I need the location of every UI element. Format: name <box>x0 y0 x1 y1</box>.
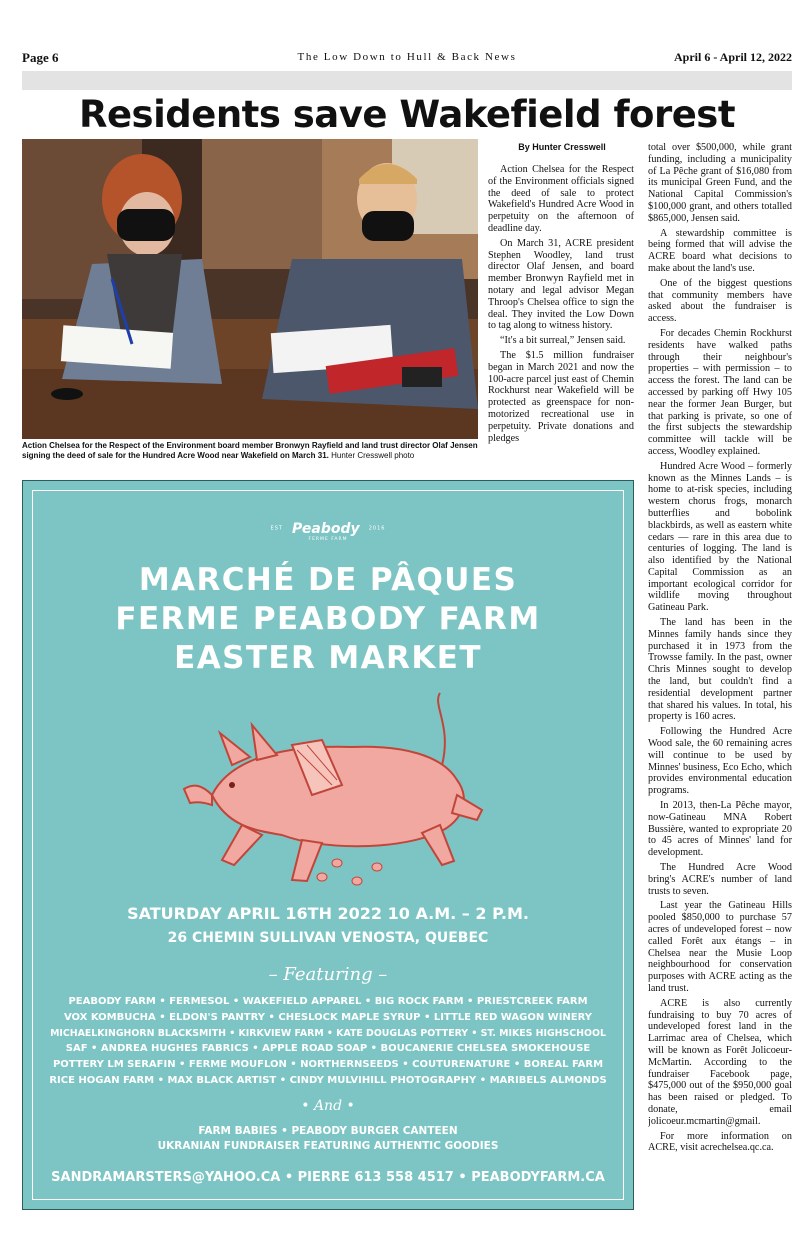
photo-illustration <box>22 139 478 439</box>
paragraph: A stewardship committee is being formed that will advise the ACRE board what decisions to make about the land's use. <box>648 227 792 274</box>
featuring-heading: – Featuring – <box>268 964 388 985</box>
vendor-line: POTTERY LM SERAFIN • FERME MOUFLON • NORTHERNSEEDS • COUTURENATURE • BOREAL FARM <box>52 1059 604 1071</box>
vendor-line: PEABODY FARM • FERMESOL • WAKEFIELD APPAREL • BIG ROCK FARM • PRIESTCREEK FARM <box>68 996 588 1007</box>
page-number: Page 6 <box>22 50 59 65</box>
caption-text: Action Chelsea for the Respect of the Environment board member Bronwyn Rayfield and land trust director Olaf Jensen signing the deed of sale for the Hundred Acre Wood near Wakefield on March 31. <box>22 441 478 460</box>
article-headline: Residents save Wakefield forest <box>78 93 736 136</box>
vendor-list <box>32 994 624 1089</box>
paragraph: The $1.5 million fundraiser began in March 2021 and now the 100-acre parcel just east of Chemin Rockhurst near Wakefield will be protected as greenspace for non-motorized recreational use in perpetuity. Private donations and pledges <box>488 349 634 444</box>
logo-est: EST <box>270 525 283 532</box>
paragraph: Action Chelsea for the Respect of the Environment officials signed the deed of sale to protect Wakefield's Hundred Acre Wood in perpetuity on the afternoon of deadline day. <box>488 164 634 234</box>
paragraph: On March 31, ACRE president Stephen Woodley, land trust director Olaf Jensen, and board member Bronwyn Rayfield met in notary and legal advisor Megan Throop's Chelsea office to sign the deal. They invited the Low Down to tag along to witness history. <box>488 237 634 332</box>
byline: By Hunter Cresswell <box>518 142 606 152</box>
vendor-line: VOX KOMBUCHA • ELDON'S PANTRY • CHESLOCK MAPLE SYRUP • LITTLE RED WAGON WINERY <box>63 1011 593 1023</box>
extra-line: FARM BABIES • PEABODY BURGER CANTEEN <box>198 1125 458 1137</box>
ad-logo <box>22 518 634 537</box>
paragraph: ACRE is also currently fundraising to buy 70 acres of undeveloped forest land in the Larrimac area of Chelsea, which will be known as Forêt Jolicoeur-McMartin. According to the fundraiser Facebook page, $475,000 out of the $950,000 goal has been raised or pledged. To donate, email jolicoeur.mcmartin@gmail. <box>648 997 792 1127</box>
paragraph: “It's a bit surreal,” Jensen said. <box>500 335 626 347</box>
vendor-line: MICHAELKINGHORN BLACKSMITH • KIRKVIEW FARM • KATE DOUGLAS POTTERY • ST. MIKES HIGHSCHOOL <box>50 1027 606 1039</box>
publication-name: The Low Down to Hull & Back News <box>297 51 517 63</box>
ad-title-french: MARCHÉ DE PÂQUES <box>138 562 518 598</box>
paragraph: Following the Hundred Acre Wood sale, the 60 remaining acres will continue to be used by Minnes' business, Eco Echo, which provides environmental education programs. <box>648 726 792 797</box>
caption-credit: Hunter Cresswell photo <box>331 451 415 460</box>
article-column-1 <box>488 164 634 476</box>
ad-title-farm: FERME PEABODY FARM <box>115 601 541 637</box>
paragraph: Hundred Acre Wood – formerly known as the Minnes Lands – is home to at-risk species, including western chorus frogs, monarch butterflies and bobolink blackbirds, as well as eastern white cedars — rare in this area due to centuries of logging. The land is also identified by the National Capital Commission as an important ecological corridor for wildlife moving throughout Gatineau Park. <box>648 460 792 614</box>
logo-year: 2016 <box>368 525 386 532</box>
paragraph: In 2013, then-La Pêche mayor, now-Gatineau MNA Robert Bussière, wanted to expropriate 20 to 45 acres of Minnes' land for development. <box>648 800 792 859</box>
vendor-line: RICE HOGAN FARM • MAX BLACK ARTIST • CINDY MULVIHILL PHOTOGRAPHY • MARIBELS ALMONDS <box>49 1074 607 1086</box>
event-date: SATURDAY APRIL 16TH 2022 10 A.M. – 2 P.M. <box>127 904 529 923</box>
page-header <box>22 50 792 68</box>
ad-content <box>22 480 634 1210</box>
extra-line: UKRANIAN FUNDRAISER FEATURING AUTHENTIC GOODIES <box>157 1140 499 1152</box>
paragraph: The land has been in the Minnes family hands since they purchased it in 1973 from the Trowsse family. In the past, owner Chris Minnes sought to develop the land, but couldn't find a residential development partner that shared his values. In total, his property is 160 acres. <box>648 617 792 723</box>
photo-caption <box>22 441 478 461</box>
article-column-2 <box>648 142 792 1212</box>
extra-list <box>22 1124 634 1154</box>
paragraph: The Hundred Acre Wood bring's ACRE's number of land trusts to seven. <box>648 862 792 897</box>
ad-title-english: EASTER MARKET <box>174 640 482 676</box>
paragraph: For decades Chemin Rockhurst residents have walked paths through their neighbour's properties – with permission – to access the forest. The land can be accessed by parking off Hwy 105 near the former Jean Burger, but that parking is private, so one of the first subjects the stewardship committee will tackle will be access, Woodley explained. <box>648 327 792 457</box>
paragraph: Last year the Gatineau Hills pooled $850,000 to purchase 57 acres of undeveloped forest – now called Forêt aux étangs – in Chelsea near the Musie Loop neighbourhood for conservation purposes with ACRE acting as the land trust. <box>648 900 792 994</box>
pig-illustration <box>172 685 492 895</box>
and-heading: • And • <box>301 1098 355 1114</box>
issue-dates: April 6 - April 12, 2022 <box>673 50 792 64</box>
article-photo <box>22 139 478 439</box>
vendor-line: SAF • ANDREA HUGHES FABRICS • APPLE ROAD SOAP • BOUCANERIE CHELSEA SMOKEHOUSE <box>65 1043 591 1055</box>
paragraph: One of the biggest questions that community members have asked about the fundraiser is access. <box>648 277 792 325</box>
logo-subtitle: FERME FARM <box>308 537 348 542</box>
header-rule <box>22 71 792 90</box>
event-address: 26 CHEMIN SULLIVAN VENOSTA, QUEBEC <box>167 930 489 946</box>
ad-contact: SANDRAMARSTERS@YAHOO.CA • PIERRE 613 558 4517 • PEABODYFARM.CA <box>51 1170 605 1185</box>
paragraph: For more information on ACRE, visit acrechelsea.qc.ca. <box>648 1130 792 1154</box>
logo-text: Peabody <box>292 521 360 537</box>
paragraph: total over $500,000, while grant funding, including a municipality of La Pêche grant of $16,080 from its municipal Green Fund, and the National Capital Commission's $100,000 grant, and others totalled $865,000, Jensen said. <box>648 142 792 224</box>
